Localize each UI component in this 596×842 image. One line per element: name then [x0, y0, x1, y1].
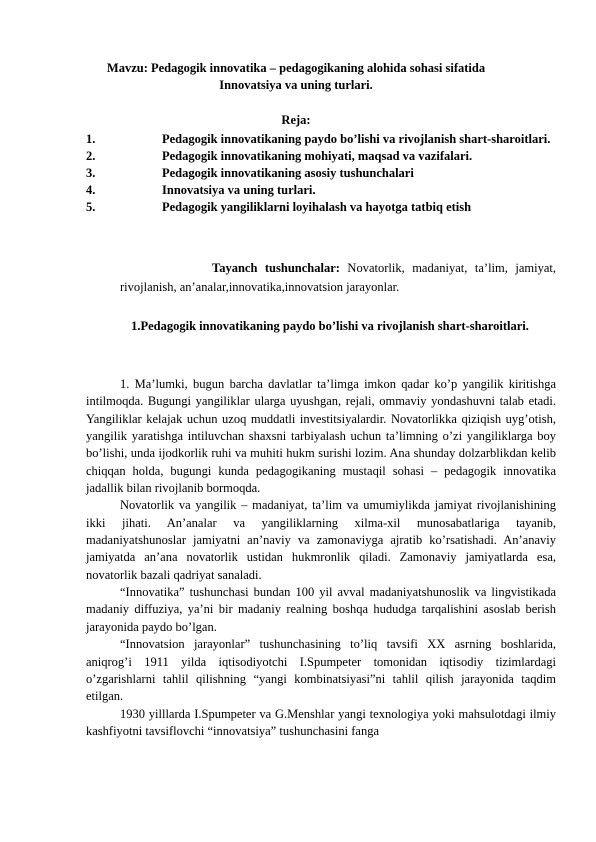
plan-item-text: Pedagogik innovatikaning paydo bo’lishi va rivojlanish shart-sharoitlari. — [162, 132, 551, 146]
document-title — [86, 60, 506, 94]
plan-item — [86, 182, 556, 199]
section-heading: 1.Pedagogik innovatikaning paydo bo’lishi va rivojlanish shart-sharoitlari. — [131, 319, 529, 333]
title-line-2: Innovatsiya va uning turlari. — [219, 78, 373, 92]
plan-item-text: Pedagogik innovatikaning asosiy tushunchalari — [162, 166, 414, 180]
title-line-1: Mavzu: Pedagogik innovatika – pedagogikaning alohida sohasi sifatida — [106, 61, 486, 75]
paragraph: “Innovatsion jarayonlar” tushunchasining to’liq tavsifi XX asrning boshlarida, aniqrog’i 1911 yilda iqtisodiyotchi I.Spumpeter tomonidan iqtisodiy tizimlardagi o’zgarishlarni tahlil qilishning “yangi kombinatsiyasi”ni tahlil qilish jarayonida taqdim etilgan. — [86, 637, 556, 704]
paragraph: 1930 yilllarda I.Spumpeter va G.Menshlar yangi texnologiya yoki mahsulotdagi ilmiy kashfiyotni tavsiflovchi “innovatsiya” tushunchasini fanga — [86, 706, 556, 738]
plan-item-number: 4. — [86, 183, 96, 197]
plan-item-number: 3. — [86, 166, 96, 180]
plan-item-text: Pedagogik innovatikaning mohiyati, maqsad va vazifalari. — [162, 149, 473, 163]
body-text — [86, 376, 556, 740]
plan-item-number: 1. — [86, 132, 96, 146]
plan-item — [86, 148, 556, 165]
key-concepts-text: Novatorlik, madaniyat, ta’lim, jamiyat, rivojlanish, an’analar,innovatika,innovatsion jarayonlar. — [120, 261, 556, 294]
paragraph: Novatorlik va yangilik – madaniyat, ta’lim va umumiylikda jamiyat rivojlanishining ikki jihati. An’analar va yangiliklarning xilma-xil munosabatlariga tayanib, madaniyatshunoslar jamiyatni an’naviy va zamonaviyga ajratib ko’rsatishadi. An’anaviy jamiyatda an’ana novatorlik ustidan hukmronlik qiladi. Zamonaviy jamiyatlarda esa, novatorlik bazali qadriyat sanaladi. — [86, 498, 556, 582]
plan-item-text: Innovatsiya va uning turlari. — [162, 183, 316, 197]
plan-item — [86, 131, 556, 148]
paragraph: “Innovatika” tushunchasi bundan 100 yil avval madaniyatshunoslik va lingvistikada madaniy diffuziya, ya’ni bir madaniy realning boshqa hududga tarqalishini asoslab berish jarayonida paydo bo’lgan. — [86, 585, 556, 634]
plan-item — [86, 165, 556, 182]
plan-item — [86, 199, 556, 216]
plan-item-text: Pedagogik yangiliklarni loyihalash va hayotga tatbiq etish — [162, 200, 472, 214]
plan-item-number: 2. — [86, 149, 96, 163]
key-concepts-label: Tayanch tushunchalar: — [212, 261, 340, 275]
paragraph: 1. Ma’lumki, bugun barcha davlatlar ta’limga imkon qadar ko’p yangilik kiritishga intilmoqda. Bugungi yangiliklar ularga uyushgan, rejali, ommaviy yondashuvni talab etadi. Yangiliklar kelajak uchun uzoq muddatli investitsiyalardir. Novatorlikka qiziqish uyg’otish, yangilik yaratishga intiluvchan shaxsni tarbiyalash uchun ta’limning o’zi yangiliklarga boy bo’lishi, unda ijodkorlik ruhi va muhiti hukm surishi lozim. Ana shunday dolzarblikdan kelib chiqqan holda, bugungi kunda pedagogikaning mustaqil sohasi – pedagogik innovatika jadallik bilan rivojlanib bormoqda. — [86, 377, 556, 496]
plan-item-number: 5. — [86, 200, 96, 214]
plan-list — [86, 131, 556, 216]
plan-heading: Reja: — [281, 113, 311, 127]
key-concepts — [120, 259, 556, 297]
